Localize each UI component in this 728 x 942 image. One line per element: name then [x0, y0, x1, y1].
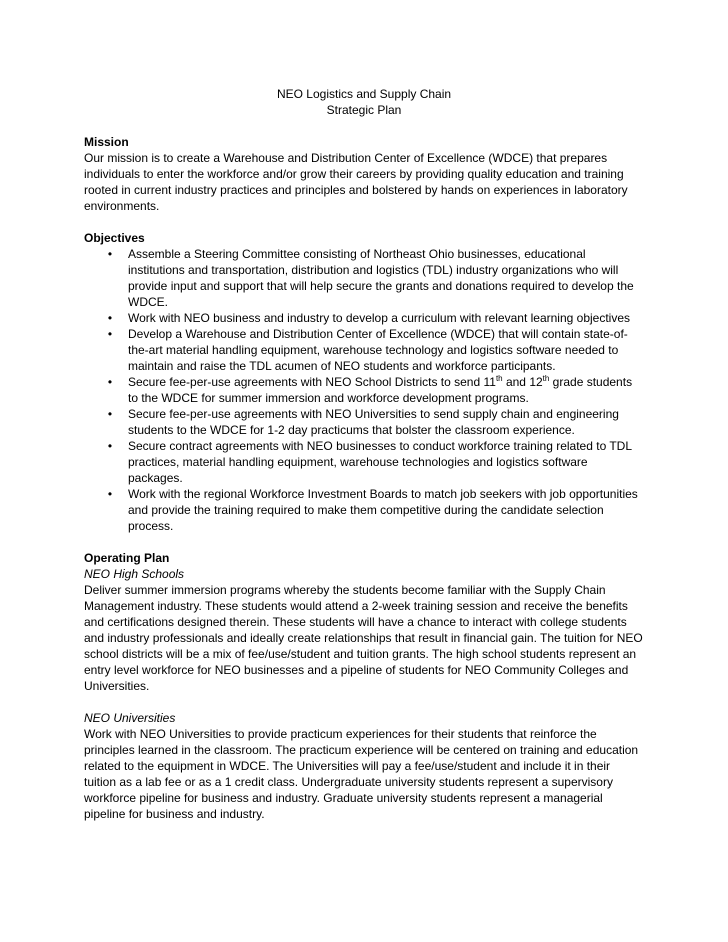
universities-heading: NEO Universities	[84, 711, 176, 725]
spacer	[84, 694, 644, 710]
objectives-list	[84, 246, 644, 534]
objective-text: Assemble a Steering Committee consisting of Northeast Ohio businesses, educational institutions and transportation, distribution and logistics (TDL) industry organizations who will provide input and support that will help secure the grants and donations required to develop the WDCE.	[128, 247, 634, 309]
objective-item	[84, 246, 644, 310]
bullet-icon: •	[107, 247, 113, 261]
bullet-icon: •	[107, 327, 113, 341]
spacer	[84, 534, 644, 550]
high-schools-heading: NEO High Schools	[84, 567, 185, 581]
superscript: th	[495, 374, 503, 383]
operating-plan-heading: Operating Plan	[84, 551, 170, 565]
objective-item	[84, 486, 644, 534]
objective-text: Secure contract agreements with NEO businesses to conduct workforce training related to TDL practices, material handling equipment, warehouse technologies and logistics software packages.	[128, 439, 632, 485]
bullet-icon: •	[107, 375, 113, 389]
objective-item	[84, 374, 644, 406]
bullet-icon: •	[107, 407, 113, 421]
title-line-2: Strategic Plan	[326, 103, 402, 117]
universities-text: Work with NEO Universities to provide practicum experiences for their students that reinforce the principles learned in the classroom. The practicum experience will be centered on training and education related to the equipment in WDCE. The Universities will pay a fee/use/student and include it in their tuition as a lab fee or as a 1 credit class. Undergraduate university students represent a supervisory workforce pipeline for business and industry. Graduate university students represent a managerial pipeline for business and industry.	[84, 727, 639, 821]
document-title	[84, 86, 644, 118]
objective-item	[84, 406, 644, 438]
objective-text: Work with the regional Workforce Investment Boards to match job seekers with job opportunities and provide the training required to make them competitive during the candidate selection process.	[128, 487, 638, 533]
title-line-1: NEO Logistics and Supply Chain	[276, 87, 452, 101]
objective-item	[84, 438, 644, 486]
mission-heading: Mission	[84, 135, 129, 149]
objective-text: Secure fee-per-use agreements with NEO Universities to send supply chain and engineering students to the WDCE for 1-2 day practicums that bolster the classroom experience.	[128, 407, 619, 437]
objective-item	[84, 326, 644, 374]
objective-text-mid: and 12	[502, 375, 543, 389]
high-schools-text: Deliver summer immersion programs whereby the students become familiar with the Supply Chain Management industry. These students would attend a 2-week training session and receive the benefits and certifications designed therein. These students will have a chance to interact with college students and industry professionals and ideally create relationships that result in financial gain. The tuition for NEO school districts will be a mix of fee/use/student and tuition grants. The high school students represent an entry level workforce for NEO businesses and a pipeline of students for NEO Community Colleges and Universities.	[84, 583, 643, 693]
objective-text: Secure fee-per-use agreements with NEO School Districts to send 11	[128, 375, 496, 389]
mission-section	[84, 134, 644, 214]
objective-item	[84, 310, 644, 326]
bullet-icon: •	[107, 311, 113, 325]
objective-text: Work with NEO business and industry to develop a curriculum with relevant learning objectives	[128, 311, 631, 325]
objectives-section	[84, 230, 644, 534]
bullet-icon: •	[107, 439, 113, 453]
spacer	[84, 214, 644, 230]
objectives-heading: Objectives	[84, 231, 145, 245]
operating-plan-section	[84, 550, 644, 822]
mission-text: Our mission is to create a Warehouse and Distribution Center of Excellence (WDCE) that prepares individuals to enter the workforce and/or grow their careers by providing quality education and training rooted in current industry practices and principles and bolstered by hands on experiences in laboratory environments.	[84, 151, 628, 213]
superscript: th	[542, 374, 550, 383]
objective-text: Develop a Warehouse and Distribution Center of Excellence (WDCE) that will contain state-of-the-art material handling equipment, warehouse technology and logistics software needed to maintain and raise the TDL acumen of NEO students and workforce participants.	[128, 327, 628, 373]
objective-text-tail: grade students to the WDCE for summer immersion and workforce development programs.	[128, 375, 633, 405]
bullet-icon: •	[107, 487, 113, 501]
